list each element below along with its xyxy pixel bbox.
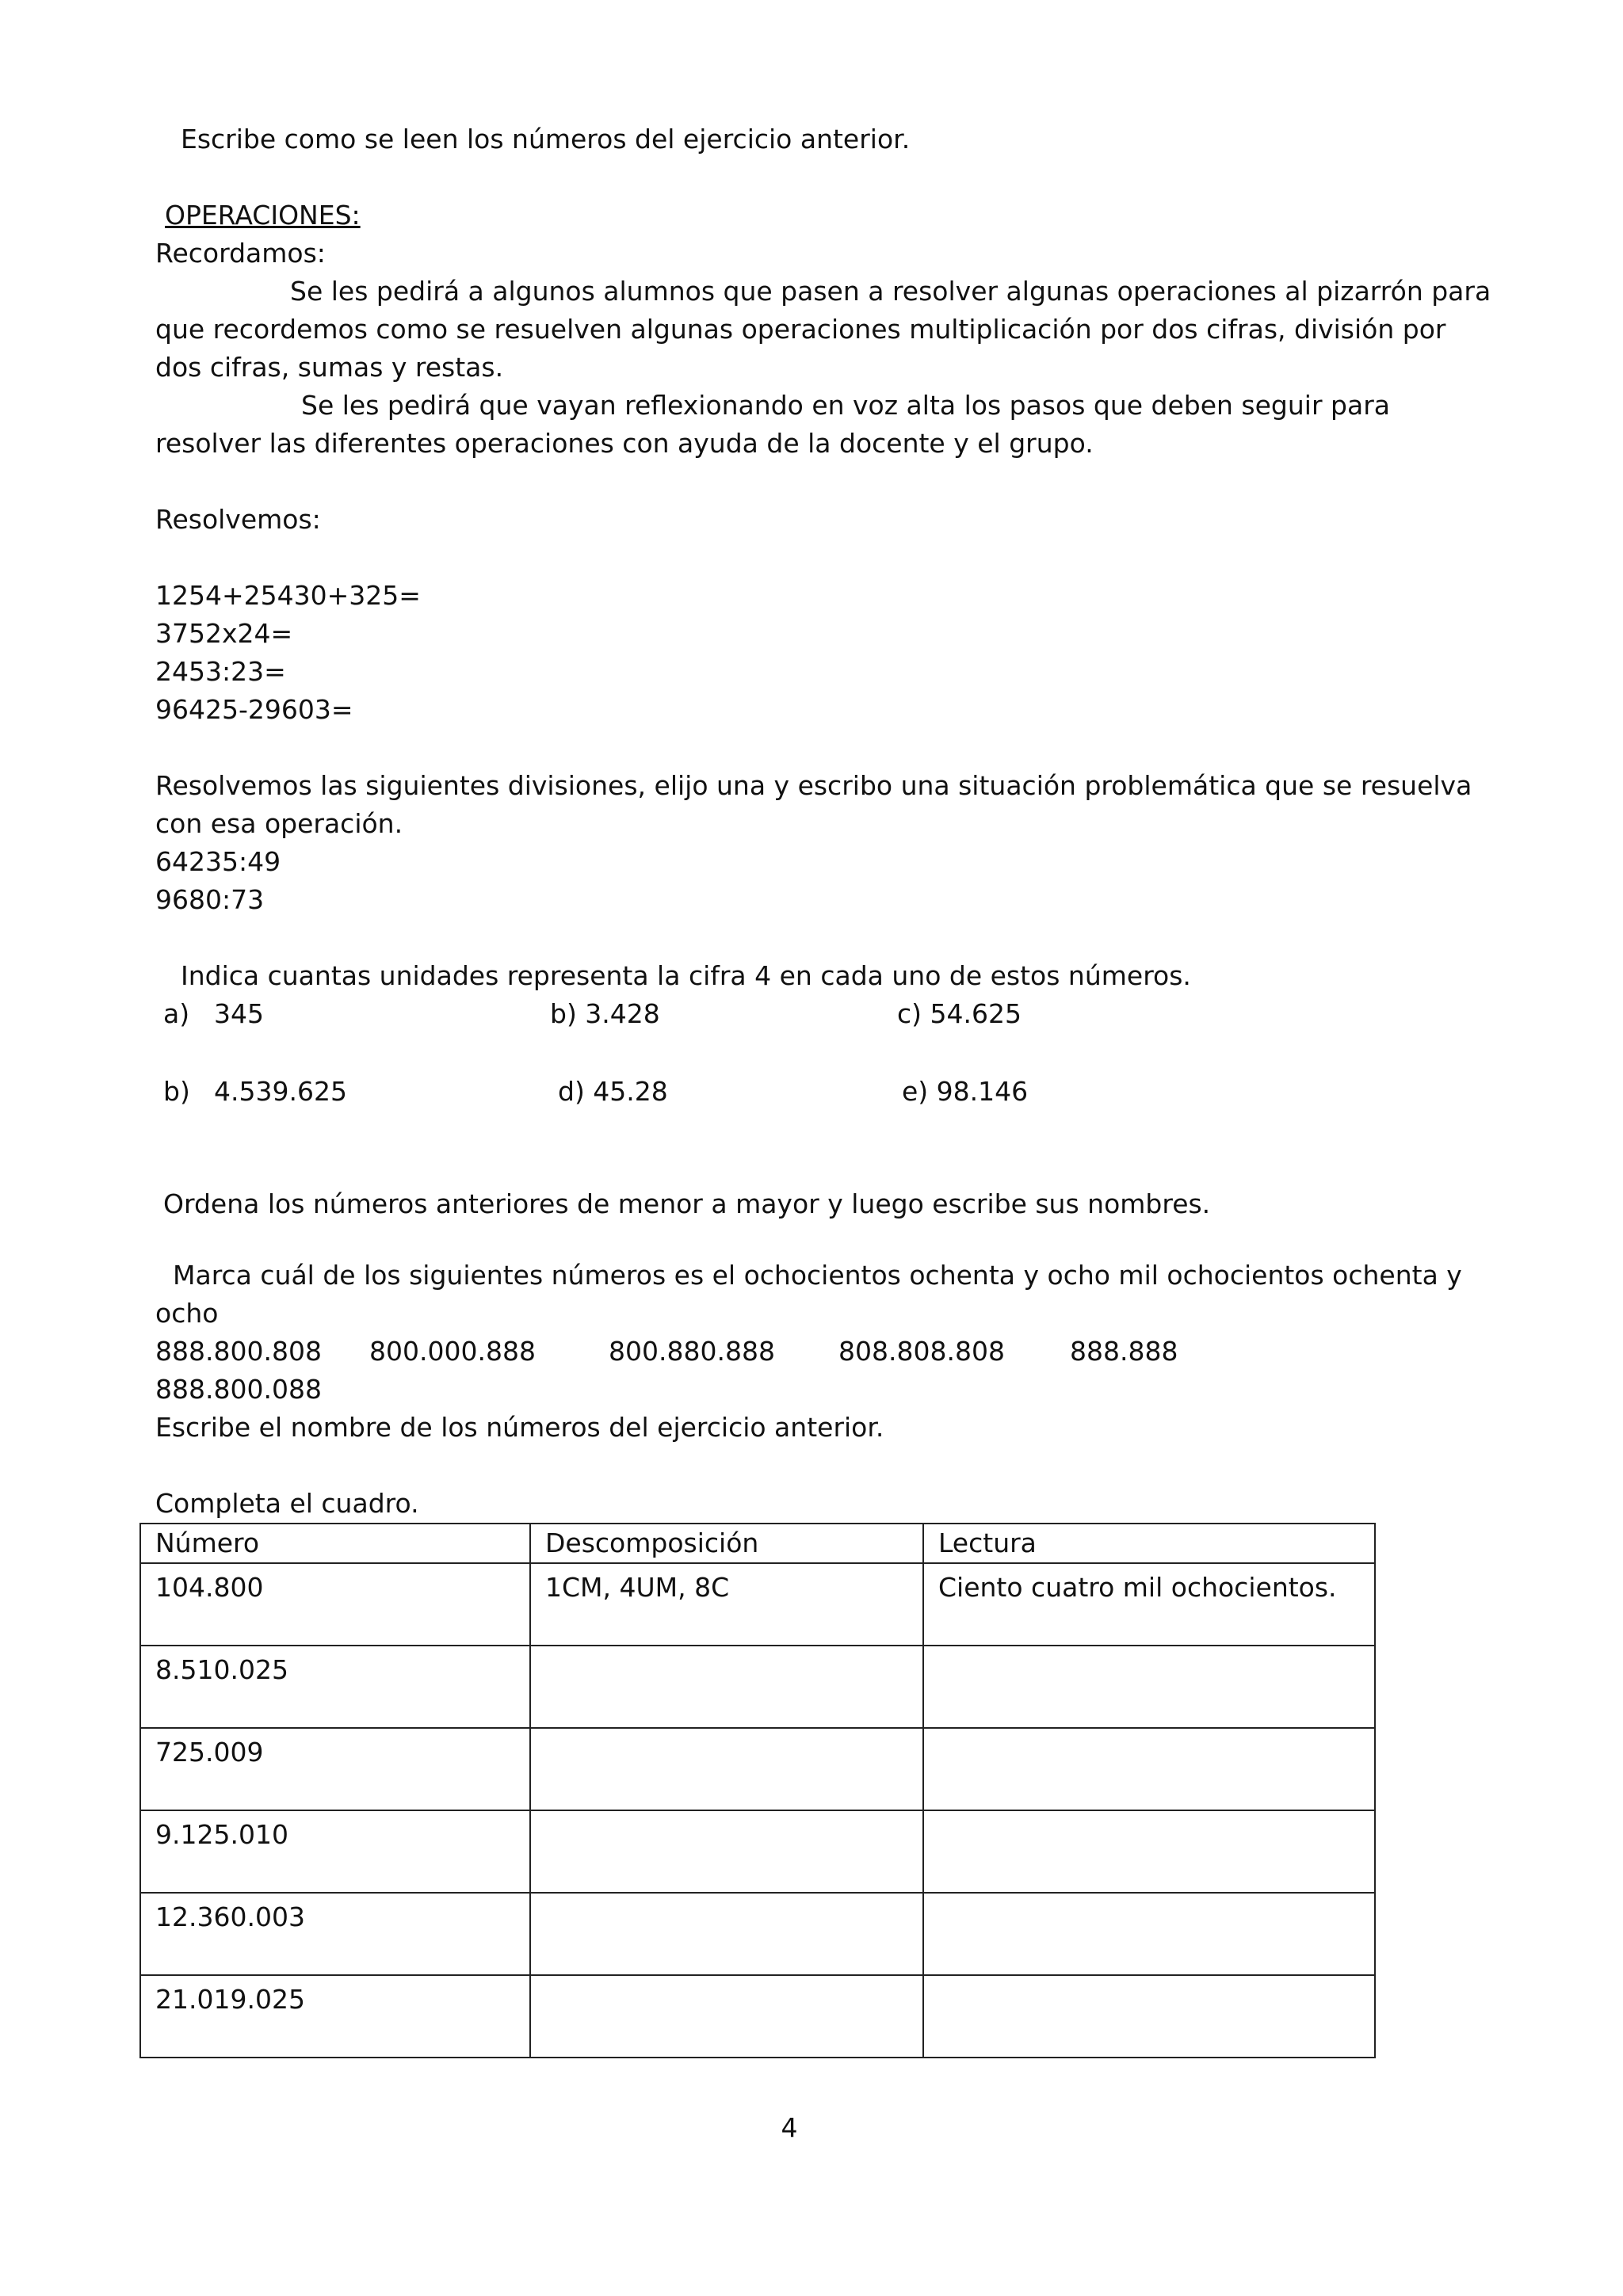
cell-numero: 21.019.025 — [140, 1975, 530, 2058]
table-row — [140, 1563, 1375, 1646]
recordamos-paragraph-line3: dos cifras, sumas y restas. — [155, 352, 504, 383]
page-number: 4 — [781, 2112, 798, 2143]
resolvemos-label: Resolvemos: — [155, 504, 321, 535]
cell-descomposicion[interactable] — [530, 1646, 923, 1728]
divisiones-instruction-line1: Resolvemos las siguientes divisiones, elijo una y escribo una situación problemática que se resuelva — [155, 770, 1472, 801]
recordamos-paragraph-line2: que recordemos como se resuelven algunas operaciones multiplicación por dos cifras, división por — [155, 314, 1446, 345]
marca-number-4: 808.808.808 — [838, 1336, 1005, 1367]
completa-cuadro-title: Completa el cuadro. — [155, 1488, 419, 1519]
table-row — [140, 1728, 1375, 1810]
table-row — [140, 1646, 1375, 1728]
item-e-98146: e) 98.146 — [902, 1076, 1029, 1107]
table-row — [140, 1893, 1375, 1975]
cell-lectura[interactable] — [923, 1646, 1375, 1728]
table-header-row — [140, 1524, 1375, 1563]
item-b2-letter: b) — [163, 1076, 190, 1107]
indica-instruction: Indica cuantas unidades representa la cifra 4 en cada uno de estos números. — [181, 960, 1191, 991]
escribe-nombre-instruction: Escribe el nombre de los números del ejercicio anterior. — [155, 1412, 884, 1443]
cell-descomposicion[interactable] — [530, 1810, 923, 1893]
marca-number-5: 888.888 — [1070, 1336, 1178, 1367]
divisiones-instruction-line2: con esa operación. — [155, 808, 403, 839]
ordena-instruction: Ordena los números anteriores de menor a mayor y luego escribe sus nombres. — [163, 1188, 1211, 1219]
division-1: 64235:49 — [155, 846, 281, 877]
operation-subtraction: 96425-29603= — [155, 694, 353, 725]
cell-numero: 8.510.025 — [140, 1646, 530, 1728]
recordamos-paragraph-line1: Se les pedirá a algunos alumnos que pasen a resolver algunas operaciones al pizarrón para — [290, 276, 1491, 307]
reflexion-paragraph-line1: Se les pedirá que vayan reflexionando en voz alta los pasos que deben seguir para — [301, 390, 1390, 421]
cell-numero: 12.360.003 — [140, 1893, 530, 1975]
item-b2-value: 4.539.625 — [214, 1076, 347, 1107]
cell-lectura[interactable] — [923, 1810, 1375, 1893]
cell-lectura[interactable]: Ciento cuatro mil ochocientos. — [923, 1563, 1375, 1646]
header-descomposicion: Descomposición — [530, 1524, 923, 1563]
marca-number-6: 888.800.088 — [155, 1374, 322, 1405]
cell-numero: 104.800 — [140, 1563, 530, 1646]
cell-descomposicion[interactable] — [530, 1893, 923, 1975]
cell-lectura[interactable] — [923, 1893, 1375, 1975]
marca-number-1: 888.800.808 — [155, 1336, 322, 1367]
marca-instruction-line1: Marca cuál de los siguientes números es el ochocientos ochenta y ocho mil ochocientos ochenta y — [173, 1260, 1462, 1291]
recordamos-label: Recordamos: — [155, 238, 326, 269]
marca-number-2: 800.000.888 — [369, 1336, 536, 1367]
reflexion-paragraph-line2: resolver las diferentes operaciones con ayuda de la docente y el grupo. — [155, 428, 1094, 459]
item-a-letter: a) — [163, 998, 190, 1029]
cell-lectura[interactable] — [923, 1975, 1375, 2058]
division-2: 9680:73 — [155, 884, 265, 915]
item-c-54625: c) 54.625 — [897, 998, 1022, 1029]
item-d-4528: d) 45.28 — [558, 1076, 668, 1107]
operation-sum: 1254+25430+325= — [155, 580, 421, 611]
header-lectura: Lectura — [923, 1524, 1375, 1563]
header-numero: Número — [140, 1524, 530, 1563]
item-b-3428: b) 3.428 — [550, 998, 660, 1029]
table-row — [140, 1810, 1375, 1893]
operaciones-heading: OPERACIONES: — [165, 200, 361, 231]
item-a-value: 345 — [214, 998, 264, 1029]
cell-descomposicion[interactable] — [530, 1975, 923, 2058]
cell-descomposicion[interactable] — [530, 1728, 923, 1810]
cell-descomposicion[interactable]: 1CM, 4UM, 8C — [530, 1563, 923, 1646]
marca-instruction-line2: ocho — [155, 1298, 219, 1329]
marca-number-3: 800.880.888 — [609, 1336, 775, 1367]
operation-division: 2453:23= — [155, 656, 286, 687]
intro-instruction: Escribe como se leen los números del ejercicio anterior. — [181, 124, 911, 154]
table-row — [140, 1975, 1375, 2058]
cell-lectura[interactable] — [923, 1728, 1375, 1810]
cell-numero: 725.009 — [140, 1728, 530, 1810]
numbers-table — [139, 1523, 1376, 2058]
operation-multiplication: 3752x24= — [155, 618, 293, 649]
cell-numero: 9.125.010 — [140, 1810, 530, 1893]
